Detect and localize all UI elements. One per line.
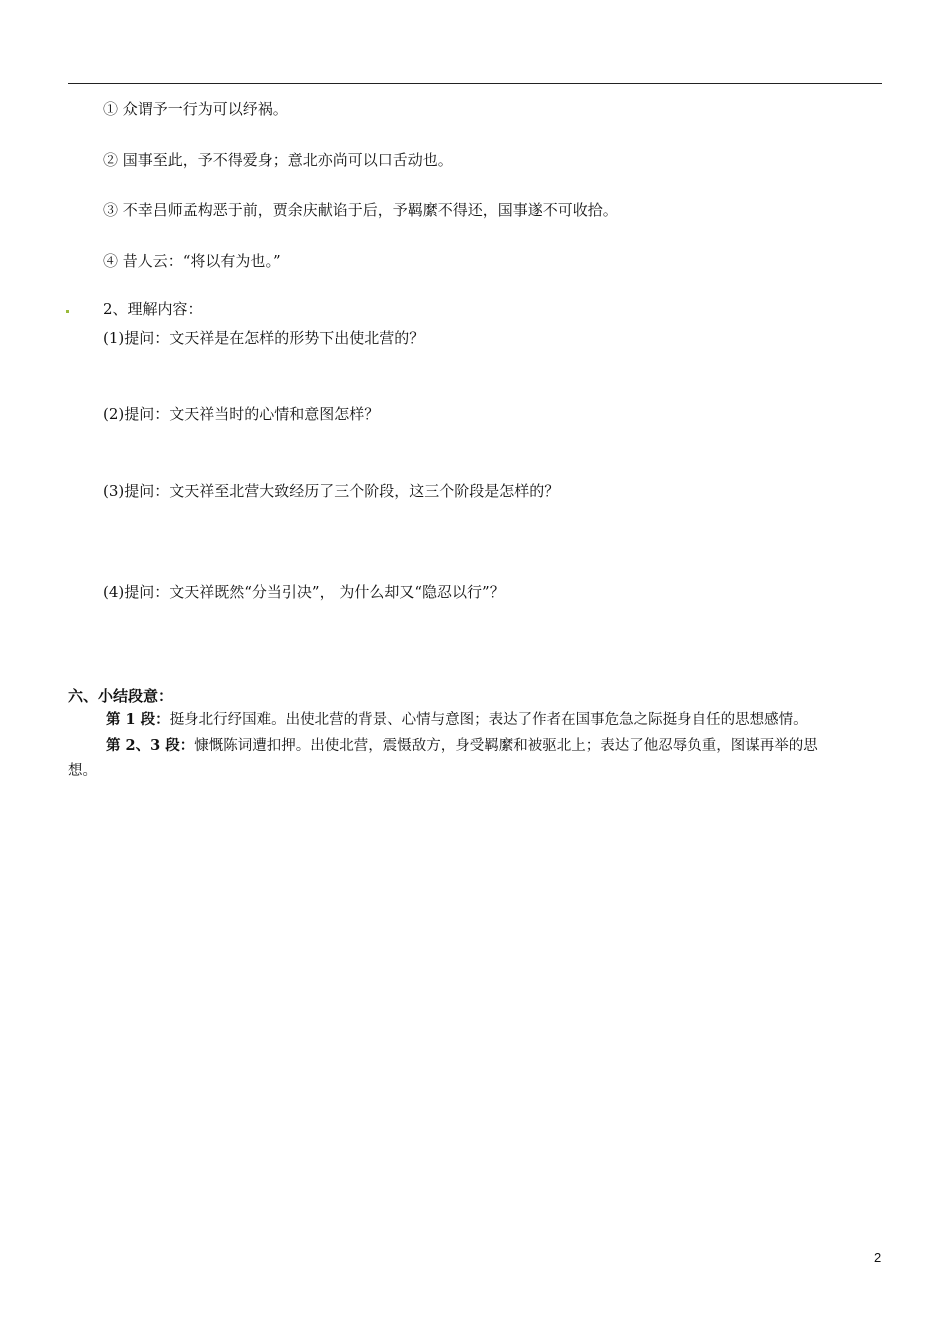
bullet-mark (66, 310, 69, 313)
summary-heading: 六、小结段意： (68, 687, 174, 705)
sentence-3: ③ 不幸吕师孟构恶于前，贾余庆献谄于后，予羁縻不得还，国事遂不可收拾。 (103, 201, 618, 219)
header-rule (68, 83, 882, 84)
summary-paragraph-2 (106, 735, 818, 757)
summary-text-1: 挺身北行纾国难。出使北营的背景、心情与意图；表达了作者在国事危急之际挺身自任的思想感情。 (169, 712, 808, 728)
sentence-2: ② 国事至此，予不得爱身；意北亦尚可以口舌动也。 (103, 151, 453, 169)
sentence-1: ① 众谓予一行为可以纾祸。 (103, 100, 288, 118)
summary-text-2: 慷慨陈词遭扣押。出使北营，震慑敌方，身受羁縻和被驱北上；表达了他忍辱负重，图谋再举的思 (194, 738, 818, 754)
summary-paragraph-1 (106, 709, 808, 731)
sentence-4: ④ 昔人云：“将以有为也。” (103, 252, 281, 270)
page-number: 2 (874, 1250, 882, 1265)
question-1: (1)提问：文天祥是在怎样的形势下出使北营的？ (103, 329, 425, 347)
question-2: (2)提问：文天祥当时的心情和意图怎样？ (103, 405, 380, 423)
summary-text-2-continuation: 想。 (68, 763, 97, 779)
question-4: (4)提问：文天祥既然“分当引决”， 为什么却又“隐忍以行”？ (103, 583, 505, 601)
question-3: (3)提问：文天祥至北营大致经历了三个阶段，这三个阶段是怎样的？ (103, 482, 560, 500)
comprehension-heading: 2、理解内容： (103, 300, 203, 318)
summary-label-2: 第 2、3 段： (106, 737, 195, 754)
summary-label-1: 第 1 段： (106, 711, 170, 728)
